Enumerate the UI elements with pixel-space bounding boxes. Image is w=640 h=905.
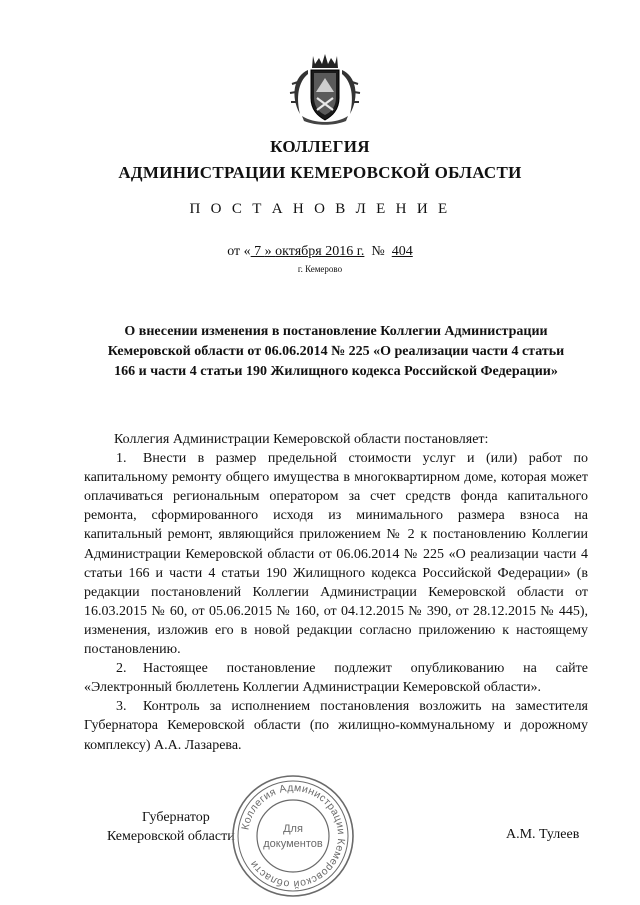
stamp-mid-ring bbox=[238, 781, 348, 891]
stamp-center-line2: документов bbox=[263, 838, 323, 850]
date-day: 7 bbox=[250, 244, 265, 259]
item-text: Внести в размер предельной стоимости услуг и (или) работ по капитальному ремонту общего имущества в многоквартирном доме, которая может оплачиваться региональным оператором за счет средств фонда капитального ремонта, сформированного исходя из минимального размера взноса на капитальный ремонт, являющийся приложением № 2 к постановлению Коллегии Администрации Кемеровской области от 06.06.2014 № 225 «О реализации части 4 статьи 166 и части 4 статьи 190 Жилищного кодекса Российской Федерации» (в редакции постановлений Коллегии Администрации Кемеровской области от 16.03.2015 № 60, от 05.06.2015 № 160, от 04.12.2015 № 390, от 28.12.2015 № 445), изменения, изложив его в новой редакции согласно приложению к настоящему постановлению. bbox=[84, 451, 588, 658]
official-stamp bbox=[229, 772, 357, 900]
item-number: 3. bbox=[116, 699, 127, 715]
signatory-name: А.М. Тулеев bbox=[506, 827, 580, 842]
document-body bbox=[84, 430, 588, 755]
stamp-inner-ring bbox=[257, 800, 329, 872]
item-number: 1. bbox=[116, 451, 127, 467]
body-intro: Коллегия Администрации Кемеровской области постановляет: bbox=[114, 432, 489, 447]
document-number: 404 bbox=[391, 244, 413, 259]
item-text: Контроль за исполнением постановления возложить на заместителя Губернатора Кемеровской области (по жилищно-коммунальному и дорожному комплексу) А.А. Лазарева. bbox=[84, 699, 588, 753]
org-title-line1: КОЛЛЕГИЯ bbox=[270, 137, 370, 156]
stamp-center-line1: Для bbox=[283, 823, 303, 835]
body-item-1 bbox=[84, 449, 588, 659]
stamp-ring-text: Коллегия Администрации Кемеровской области bbox=[239, 781, 348, 891]
date-prefix: от « bbox=[227, 244, 251, 259]
item-number: 2. bbox=[116, 661, 127, 677]
signatory-role-line1: Губернатор bbox=[142, 810, 210, 825]
item-text: Настоящее постановление подлежит опубликованию на сайте «Электронный бюллетень Коллегии Администрации Кемеровской области». bbox=[84, 661, 588, 696]
date-quote: » bbox=[264, 244, 276, 259]
body-item-3 bbox=[84, 697, 588, 754]
document-type: П О С Т А Н О В Л Е Н И Е bbox=[189, 201, 451, 217]
signatory-role-line2: Кемеровской области bbox=[107, 829, 235, 844]
body-item-2 bbox=[84, 659, 588, 697]
coat-of-arms-emblem bbox=[286, 52, 364, 126]
document-date-line bbox=[0, 244, 640, 260]
date-month-year: октября 2016 г. bbox=[275, 244, 365, 259]
org-title-line2: АДМИНИСТРАЦИИ КЕМЕРОВСКОЙ ОБЛАСТИ bbox=[118, 163, 522, 182]
number-sign: № bbox=[364, 244, 392, 259]
document-subject: О внесении изменения в постановление Коллегии Администрации Кемеровской области от 06.06.2014 № 225 «О реализации части 4 статьи 166 и части 4 статьи 190 Жилищного кодекса Российской Федерации» bbox=[107, 324, 565, 379]
document-place: г. Кемерово bbox=[297, 264, 343, 274]
stamp-outer-ring bbox=[233, 776, 353, 896]
